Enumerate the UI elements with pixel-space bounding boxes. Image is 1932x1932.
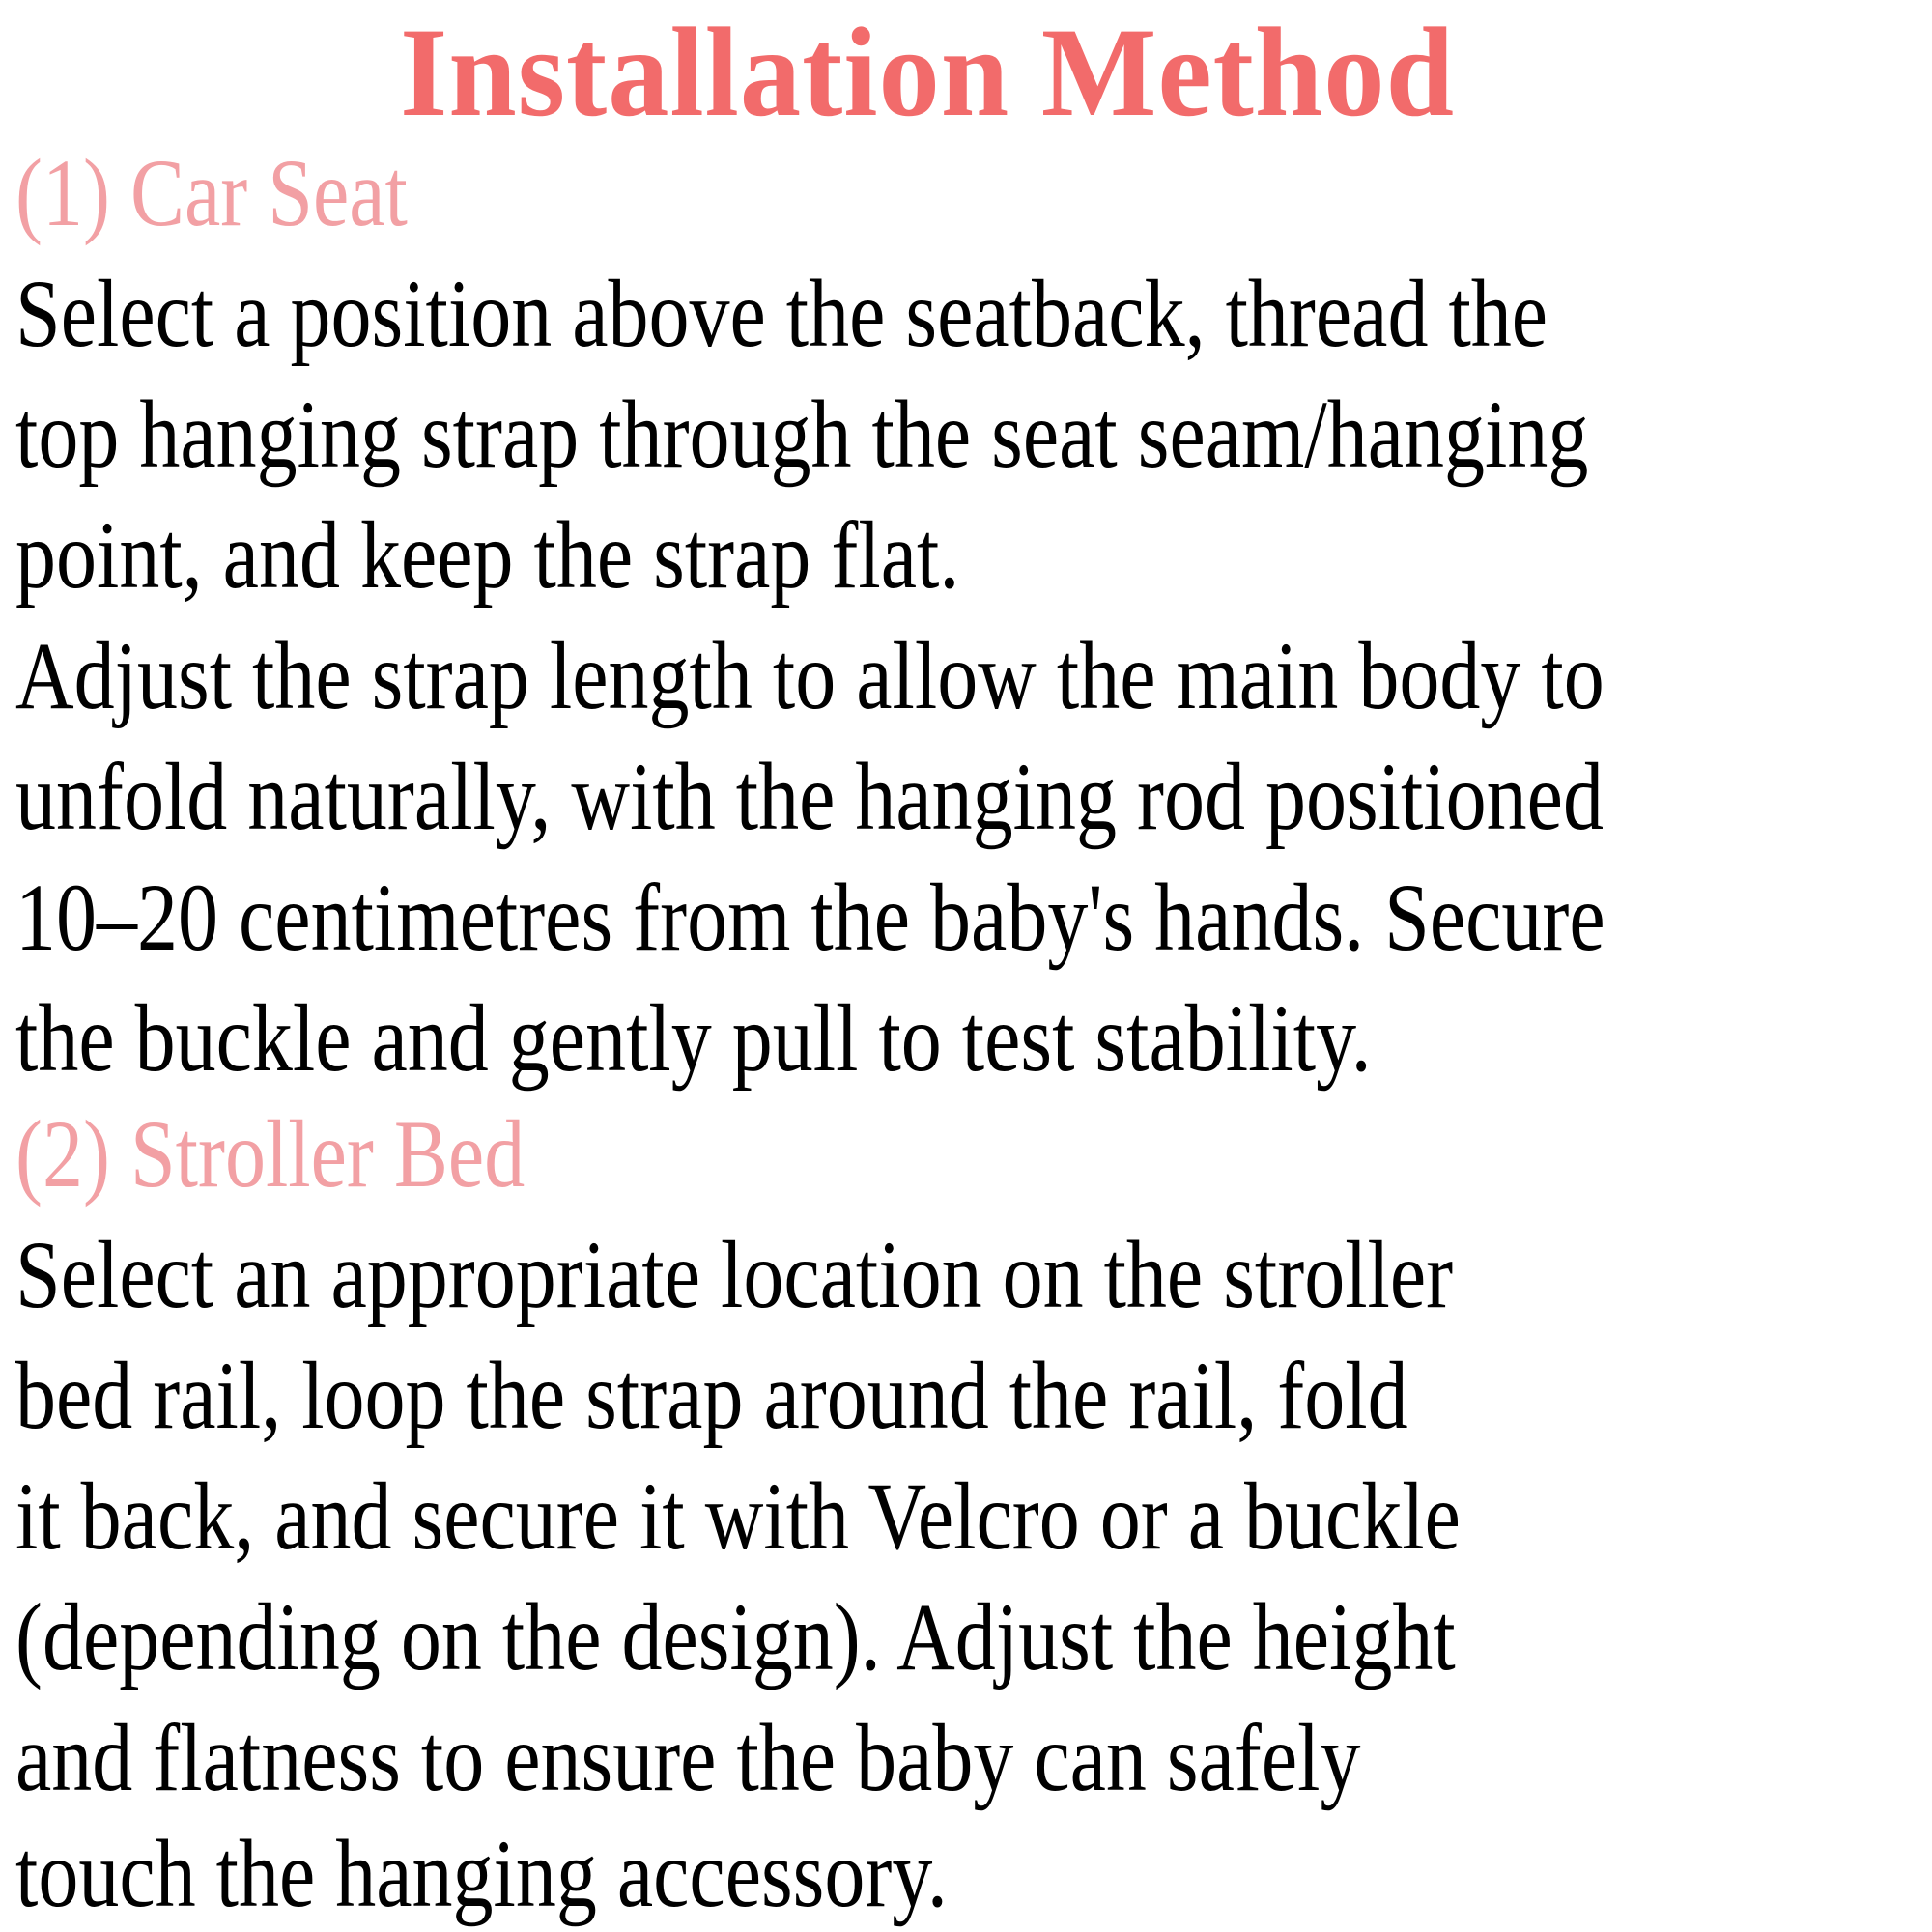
car-seat-line-4: Adjust the strap length to allow the main body to xyxy=(15,622,1605,729)
car-seat-line-5: unfold naturally, with the hanging rod positioned xyxy=(15,743,1604,850)
car-seat-line-7: the buckle and gently pull to test stability. xyxy=(15,984,1372,1092)
stroller-bed-line-6: touch the hanging accessory. xyxy=(15,1820,948,1927)
car-seat-line-1: Select a position above the seatback, thread the xyxy=(15,260,1548,367)
section-heading-stroller-bed: (2) Stroller Bed xyxy=(15,1100,526,1208)
car-seat-line-2: top hanging strap through the seat seam/hanging xyxy=(15,381,1589,488)
car-seat-line-6: 10–20 centimetres from the baby's hands. Secure xyxy=(15,864,1605,971)
stroller-bed-line-4: (depending on the design). Adjust the height xyxy=(15,1583,1456,1690)
car-seat-line-3: point, and keep the strap flat. xyxy=(15,501,960,609)
stroller-bed-line-2: bed rail, loop the strap around the rail, fold xyxy=(15,1342,1408,1449)
stroller-bed-line-1: Select an appropriate location on the stroller xyxy=(15,1221,1454,1328)
stroller-bed-line-3: it back, and secure it with Velcro or a buckle xyxy=(15,1463,1461,1570)
section-heading-car-seat: (1) Car Seat xyxy=(15,139,408,246)
page-title: Installation Method xyxy=(400,1,1455,143)
stroller-bed-line-5: and flatness to ensure the baby can safely xyxy=(15,1704,1361,1811)
